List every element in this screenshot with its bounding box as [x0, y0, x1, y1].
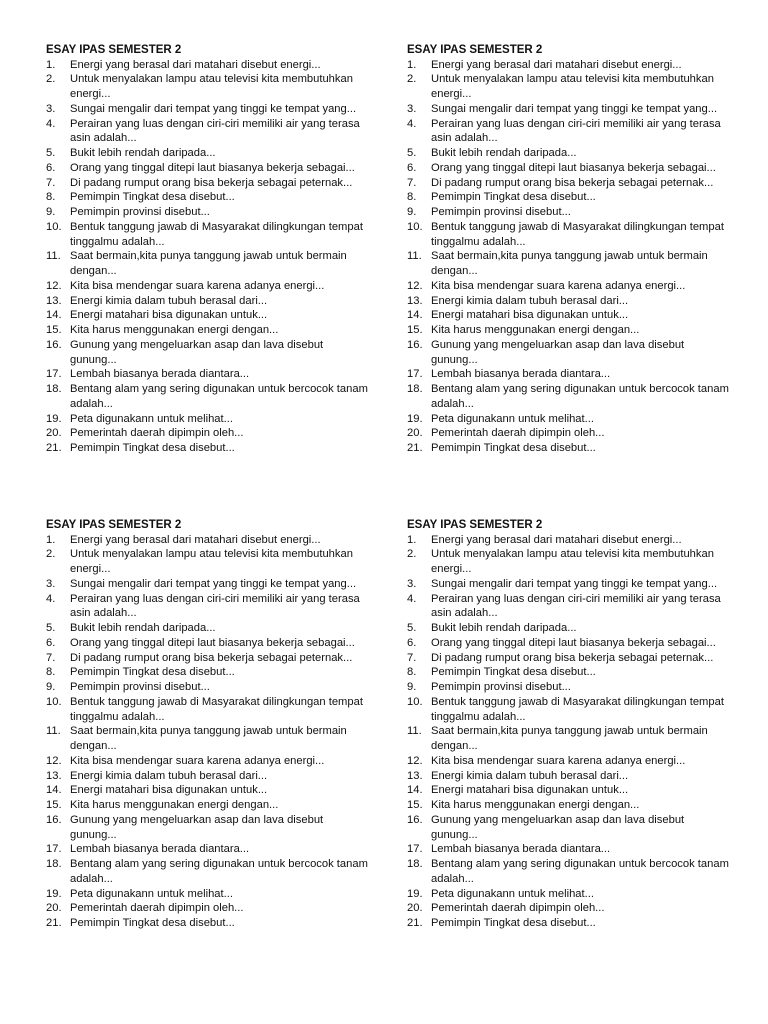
worksheet-title: ESAY IPAS SEMESTER 2	[407, 44, 543, 56]
question-text: Energi kimia dalam tubuh berasal dari...	[431, 294, 629, 307]
question-item	[46, 117, 376, 147]
question-item	[46, 220, 376, 250]
question-number: 16.	[407, 813, 423, 826]
question-item	[407, 426, 737, 441]
question-text: Energi yang berasal dari matahari disebut energi...	[70, 58, 321, 71]
question-text: Pemimpin Tingkat desa disebut...	[431, 191, 596, 204]
question-text: Lembah biasanya berada diantara...	[70, 368, 250, 381]
question-text: Saat bermain,kita punya tanggung jawab untuk bermain dengan...	[70, 250, 347, 277]
question-number: 4.	[46, 117, 56, 130]
question-item	[46, 665, 376, 680]
question-text: Kita harus menggunakan energi dengan...	[70, 799, 279, 811]
question-number: 21.	[46, 917, 62, 929]
question-number: 6.	[407, 636, 417, 649]
question-number: 14.	[46, 309, 62, 322]
question-text: Bentuk tanggung jawab di Masyarakat dilingkungan tempat tinggalmu adalah...	[70, 220, 363, 248]
question-item	[46, 577, 376, 592]
question-number: 20.	[407, 427, 423, 440]
question-number: 17.	[407, 368, 423, 381]
worksheet-title: ESAY IPAS SEMESTER 2	[407, 519, 543, 531]
question-number: 18.	[407, 383, 423, 395]
question-number: 15.	[407, 324, 423, 336]
question-list	[46, 58, 376, 456]
question-number: 20.	[407, 902, 423, 915]
question-number: 1.	[407, 58, 417, 71]
question-item	[407, 901, 737, 916]
question-item	[407, 916, 737, 931]
worksheet-title: ESAY IPAS SEMESTER 2	[46, 519, 182, 531]
question-number: 17.	[46, 368, 62, 381]
question-text: Kita bisa mendengar suara karena adanya energi...	[431, 279, 686, 292]
question-text: Kita harus menggunakan energi dengan...	[70, 324, 279, 336]
question-text: Sungai mengalir dari tempat yang tinggi ke tempat yang...	[431, 577, 718, 590]
question-text: Sungai mengalir dari tempat yang tinggi ke tempat yang...	[431, 102, 718, 115]
question-item	[407, 220, 737, 250]
question-number: 1.	[46, 58, 56, 71]
question-text: Pemerintah daerah dipimpin oleh...	[70, 427, 244, 440]
question-item	[46, 680, 376, 695]
question-item	[46, 323, 376, 338]
question-number: 21.	[46, 442, 62, 454]
question-item	[407, 367, 737, 382]
question-number: 16.	[407, 338, 423, 351]
question-text: Lembah biasanya berada diantara...	[431, 843, 611, 856]
question-number: 3.	[46, 577, 56, 590]
question-number: 9.	[407, 206, 417, 218]
question-list	[46, 533, 376, 931]
question-item	[407, 783, 737, 798]
question-number: 12.	[407, 754, 423, 767]
worksheet-title: ESAY IPAS SEMESTER 2	[46, 44, 182, 56]
question-number: 3.	[407, 102, 417, 115]
question-text: Perairan yang luas dengan ciri-ciri memiliki air yang terasa asin adalah...	[431, 592, 721, 620]
question-text: Energi yang berasal dari matahari disebut energi...	[431, 58, 682, 71]
question-list	[407, 533, 737, 931]
question-item	[46, 783, 376, 798]
question-text: Di padang rumput orang bisa bekerja sebagai peternak...	[70, 176, 353, 189]
question-item	[46, 813, 376, 843]
question-item	[46, 857, 376, 887]
question-text: Perairan yang luas dengan ciri-ciri memiliki air yang terasa asin adalah...	[70, 592, 360, 620]
question-number: 16.	[46, 338, 62, 351]
question-item	[407, 592, 737, 622]
question-item	[407, 695, 737, 725]
question-text: Energi matahari bisa digunakan untuk...	[431, 784, 629, 797]
question-list	[407, 58, 737, 456]
question-number: 8.	[407, 666, 417, 679]
question-number: 9.	[46, 206, 56, 218]
question-text: Bukit lebih rendah daripada...	[431, 147, 577, 159]
worksheet-top-left	[46, 43, 376, 456]
question-item	[407, 798, 737, 813]
question-number: 20.	[46, 902, 62, 915]
question-text: Bentang alam yang sering digunakan untuk bercocok tanam adalah...	[431, 858, 729, 885]
question-number: 3.	[407, 577, 417, 590]
question-text: Untuk menyalakan lampu atau televisi kita membutuhkan energi...	[70, 73, 353, 100]
question-item	[46, 190, 376, 205]
question-number: 5.	[46, 147, 56, 159]
question-number: 14.	[407, 309, 423, 322]
question-number: 18.	[46, 858, 62, 870]
question-number: 13.	[407, 769, 423, 782]
question-number: 19.	[407, 412, 423, 425]
question-text: Pemimpin provinsi disebut...	[431, 206, 571, 218]
question-text: Gunung yang mengeluarkan asap dan lava disebut gunung...	[70, 813, 324, 841]
question-number: 3.	[46, 102, 56, 115]
question-text: Energi yang berasal dari matahari disebut energi...	[70, 533, 321, 546]
question-item	[407, 161, 737, 176]
question-item	[407, 279, 737, 294]
question-text: Sungai mengalir dari tempat yang tinggi ke tempat yang...	[70, 577, 357, 590]
question-number: 11.	[407, 250, 422, 263]
question-number: 4.	[407, 117, 417, 130]
question-text: Untuk menyalakan lampu atau televisi kita membutuhkan energi...	[431, 73, 714, 100]
question-item	[407, 857, 737, 887]
question-number: 14.	[407, 784, 423, 797]
question-number: 10.	[407, 220, 423, 233]
question-number: 6.	[46, 161, 56, 174]
question-text: Orang yang tinggal ditepi laut biasanya bekerja sebagai...	[70, 161, 355, 174]
question-text: Energi kimia dalam tubuh berasal dari...	[70, 294, 268, 307]
question-text: Di padang rumput orang bisa bekerja sebagai peternak...	[70, 651, 353, 664]
question-text: Kita harus menggunakan energi dengan...	[431, 799, 640, 811]
question-item	[46, 547, 376, 577]
question-item	[46, 651, 376, 666]
question-item	[407, 190, 737, 205]
question-text: Orang yang tinggal ditepi laut biasanya bekerja sebagai...	[431, 636, 716, 649]
question-number: 15.	[407, 799, 423, 811]
worksheet-bottom-left	[46, 518, 376, 931]
question-number: 8.	[407, 191, 417, 204]
question-item	[46, 887, 376, 902]
question-item	[407, 636, 737, 651]
question-item	[407, 769, 737, 784]
question-text: Bukit lebih rendah daripada...	[431, 622, 577, 634]
question-number: 18.	[407, 858, 423, 870]
question-item	[407, 249, 737, 279]
question-text: Gunung yang mengeluarkan asap dan lava disebut gunung...	[431, 338, 685, 366]
question-number: 7.	[407, 176, 417, 189]
question-text: Energi yang berasal dari matahari disebut energi...	[431, 533, 682, 546]
question-item	[407, 117, 737, 147]
question-text: Kita harus menggunakan energi dengan...	[431, 324, 640, 336]
question-item	[407, 680, 737, 695]
question-text: Pemerintah daerah dipimpin oleh...	[70, 902, 244, 915]
question-item	[407, 754, 737, 769]
question-number: 2.	[407, 73, 417, 86]
question-number: 10.	[407, 695, 423, 708]
question-item	[46, 72, 376, 102]
question-item	[407, 665, 737, 680]
question-text: Bentuk tanggung jawab di Masyarakat dilingkungan tempat tinggalmu adalah...	[431, 695, 724, 723]
question-number: 17.	[46, 843, 62, 856]
question-number: 19.	[46, 412, 62, 425]
question-number: 8.	[46, 666, 56, 679]
question-number: 18.	[46, 383, 62, 395]
question-number: 10.	[46, 695, 62, 708]
question-number: 15.	[46, 324, 62, 336]
question-text: Untuk menyalakan lampu atau televisi kita membutuhkan energi...	[431, 548, 714, 575]
question-text: Pemerintah daerah dipimpin oleh...	[431, 902, 605, 915]
question-item	[407, 323, 737, 338]
question-number: 5.	[46, 622, 56, 634]
question-item	[407, 412, 737, 427]
question-item	[46, 205, 376, 220]
question-text: Sungai mengalir dari tempat yang tinggi ke tempat yang...	[70, 102, 357, 115]
question-item	[407, 205, 737, 220]
question-number: 13.	[46, 769, 62, 782]
question-item	[46, 102, 376, 117]
question-number: 2.	[46, 73, 56, 86]
question-text: Pemimpin Tingkat desa disebut...	[70, 191, 235, 204]
question-item	[46, 412, 376, 427]
question-text: Saat bermain,kita punya tanggung jawab untuk bermain dengan...	[431, 250, 708, 277]
question-text: Lembah biasanya berada diantara...	[70, 843, 250, 856]
question-text: Perairan yang luas dengan ciri-ciri memiliki air yang terasa asin adalah...	[431, 117, 721, 145]
question-number: 9.	[407, 681, 417, 693]
question-number: 11.	[407, 725, 422, 738]
question-text: Pemerintah daerah dipimpin oleh...	[431, 427, 605, 440]
question-item	[407, 294, 737, 309]
question-text: Peta digunakann untuk melihat...	[70, 887, 233, 900]
question-text: Pemimpin provinsi disebut...	[70, 206, 210, 218]
question-item	[407, 146, 737, 161]
question-number: 7.	[407, 651, 417, 664]
question-item	[407, 887, 737, 902]
question-number: 7.	[46, 651, 56, 664]
worksheet-bottom-right	[407, 518, 737, 931]
question-item	[46, 367, 376, 382]
question-number: 19.	[46, 887, 62, 900]
question-item	[407, 441, 737, 456]
question-number: 10.	[46, 220, 62, 233]
question-item	[46, 754, 376, 769]
question-number: 17.	[407, 843, 423, 856]
question-number: 6.	[46, 636, 56, 649]
question-number: 2.	[407, 548, 417, 561]
question-text: Pemimpin provinsi disebut...	[70, 681, 210, 693]
question-item	[46, 592, 376, 622]
question-number: 5.	[407, 622, 417, 634]
question-text: Bentang alam yang sering digunakan untuk bercocok tanam adalah...	[70, 383, 368, 410]
question-text: Peta digunakann untuk melihat...	[70, 412, 233, 425]
question-item	[46, 769, 376, 784]
question-text: Peta digunakann untuk melihat...	[431, 412, 594, 425]
question-text: Energi matahari bisa digunakan untuk...	[70, 309, 268, 322]
question-item	[46, 294, 376, 309]
question-item	[407, 176, 737, 191]
question-item	[46, 146, 376, 161]
question-text: Bentuk tanggung jawab di Masyarakat dilingkungan tempat tinggalmu adalah...	[431, 220, 724, 248]
question-text: Bukit lebih rendah daripada...	[70, 622, 216, 634]
question-item	[46, 724, 376, 754]
question-item	[46, 338, 376, 368]
question-text: Saat bermain,kita punya tanggung jawab untuk bermain dengan...	[431, 725, 708, 752]
question-item	[407, 72, 737, 102]
question-text: Pemimpin provinsi disebut...	[431, 681, 571, 693]
question-text: Energi matahari bisa digunakan untuk...	[431, 309, 629, 322]
question-item	[46, 621, 376, 636]
question-text: Orang yang tinggal ditepi laut biasanya bekerja sebagai...	[70, 636, 355, 649]
question-item	[46, 426, 376, 441]
question-text: Gunung yang mengeluarkan asap dan lava disebut gunung...	[70, 338, 324, 366]
question-text: Bentang alam yang sering digunakan untuk bercocok tanam adalah...	[70, 858, 368, 885]
question-item	[407, 813, 737, 843]
question-number: 4.	[407, 592, 417, 605]
question-number: 5.	[407, 147, 417, 159]
question-item	[407, 308, 737, 323]
question-number: 12.	[46, 279, 62, 292]
question-text: Kita bisa mendengar suara karena adanya energi...	[70, 754, 325, 767]
question-number: 11.	[46, 725, 61, 738]
question-item	[407, 724, 737, 754]
question-text: Bentang alam yang sering digunakan untuk bercocok tanam adalah...	[431, 383, 729, 410]
question-item	[407, 651, 737, 666]
question-number: 14.	[46, 784, 62, 797]
question-text: Orang yang tinggal ditepi laut biasanya bekerja sebagai...	[431, 161, 716, 174]
question-item	[46, 249, 376, 279]
question-item	[46, 176, 376, 191]
question-number: 13.	[407, 294, 423, 307]
question-text: Pemimpin Tingkat desa disebut...	[431, 666, 596, 679]
question-text: Bentuk tanggung jawab di Masyarakat dilingkungan tempat tinggalmu adalah...	[70, 695, 363, 723]
question-number: 7.	[46, 176, 56, 189]
question-text: Bukit lebih rendah daripada...	[70, 147, 216, 159]
question-text: Untuk menyalakan lampu atau televisi kita membutuhkan energi...	[70, 548, 353, 575]
question-text: Di padang rumput orang bisa bekerja sebagai peternak...	[431, 651, 714, 664]
question-item	[46, 161, 376, 176]
question-item	[46, 441, 376, 456]
question-text: Energi kimia dalam tubuh berasal dari...	[70, 769, 268, 782]
question-item	[407, 533, 737, 548]
question-number: 4.	[46, 592, 56, 605]
question-item	[46, 308, 376, 323]
question-text: Perairan yang luas dengan ciri-ciri memiliki air yang terasa asin adalah...	[70, 117, 360, 145]
question-text: Kita bisa mendengar suara karena adanya energi...	[431, 754, 686, 767]
question-item	[407, 58, 737, 73]
worksheet-top-right	[407, 43, 737, 456]
question-item	[46, 533, 376, 548]
question-text: Energi kimia dalam tubuh berasal dari...	[431, 769, 629, 782]
question-text: Pemimpin Tingkat desa disebut...	[70, 666, 235, 679]
question-item	[46, 636, 376, 651]
question-number: 15.	[46, 799, 62, 811]
question-text: Kita bisa mendengar suara karena adanya energi...	[70, 279, 325, 292]
question-text: Pemimpin Tingkat desa disebut...	[431, 442, 596, 454]
question-number: 1.	[46, 533, 56, 546]
question-text: Pemimpin Tingkat desa disebut...	[70, 917, 235, 929]
question-number: 21.	[407, 917, 423, 929]
question-number: 12.	[407, 279, 423, 292]
question-item	[407, 338, 737, 368]
question-item	[46, 382, 376, 412]
question-number: 12.	[46, 754, 62, 767]
question-item	[46, 58, 376, 73]
question-number: 11.	[46, 250, 61, 263]
question-item	[46, 842, 376, 857]
question-item	[46, 916, 376, 931]
question-text: Gunung yang mengeluarkan asap dan lava disebut gunung...	[431, 813, 685, 841]
question-text: Pemimpin Tingkat desa disebut...	[70, 442, 235, 454]
question-number: 9.	[46, 681, 56, 693]
question-item	[407, 382, 737, 412]
question-text: Lembah biasanya berada diantara...	[431, 368, 611, 381]
question-number: 1.	[407, 533, 417, 546]
question-item	[407, 577, 737, 592]
question-number: 8.	[46, 191, 56, 204]
question-number: 19.	[407, 887, 423, 900]
question-text: Pemimpin Tingkat desa disebut...	[431, 917, 596, 929]
question-item	[407, 102, 737, 117]
question-number: 16.	[46, 813, 62, 826]
question-number: 6.	[407, 161, 417, 174]
question-number: 20.	[46, 427, 62, 440]
question-item	[46, 901, 376, 916]
question-text: Saat bermain,kita punya tanggung jawab untuk bermain dengan...	[70, 725, 347, 752]
question-item	[407, 842, 737, 857]
question-item	[407, 621, 737, 636]
question-number: 2.	[46, 548, 56, 561]
question-item	[46, 695, 376, 725]
question-number: 13.	[46, 294, 62, 307]
question-text: Energi matahari bisa digunakan untuk...	[70, 784, 268, 797]
question-item	[46, 279, 376, 294]
question-text: Peta digunakann untuk melihat...	[431, 887, 594, 900]
question-text: Di padang rumput orang bisa bekerja sebagai peternak...	[431, 176, 714, 189]
question-number: 21.	[407, 442, 423, 454]
question-item	[46, 798, 376, 813]
question-item	[407, 547, 737, 577]
